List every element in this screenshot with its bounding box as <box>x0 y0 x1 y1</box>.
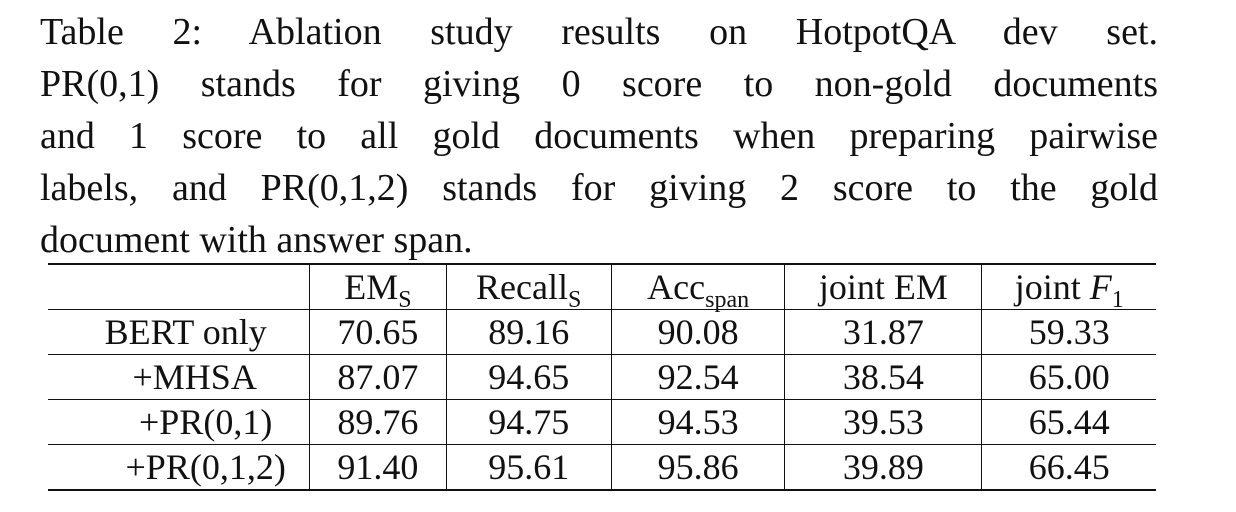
table-header-row <box>48 264 1156 310</box>
header-joint-f1 <box>982 264 1156 313</box>
ablation-results-table <box>48 263 1156 491</box>
table-cell: 94.75 <box>446 400 611 445</box>
table-cell: 31.87 <box>785 310 982 355</box>
caption-line: and 1 score to all gold documents when preparing pairwise <box>40 115 1158 157</box>
table-cell: 59.33 <box>1028 312 1110 352</box>
header-recalls <box>446 264 611 313</box>
header-sub: S <box>398 287 412 313</box>
table-row <box>48 400 1156 445</box>
table-cell: 89.76 <box>310 400 446 445</box>
table-cell: 91.40 <box>310 445 446 491</box>
header-sub: 1 <box>1111 287 1124 313</box>
header-text: EM <box>344 267 399 307</box>
table-row <box>48 355 1156 400</box>
table-cell: 89.16 <box>446 310 611 355</box>
table-row <box>48 445 1156 491</box>
table-row <box>48 310 1156 355</box>
table-cell: 94.53 <box>611 400 785 445</box>
header-ems <box>310 264 446 313</box>
table-cell: 94.65 <box>446 355 611 400</box>
table-cell: 38.54 <box>785 355 982 400</box>
header-text: Recall <box>476 267 568 307</box>
table-cell: 65.44 <box>1028 402 1110 442</box>
header-italic: F <box>1089 267 1112 307</box>
table-caption <box>40 6 1158 266</box>
table-cell: 95.61 <box>446 445 611 491</box>
caption-line: labels, and PR(0,1,2) stands for giving 2 score to the gold <box>40 167 1158 209</box>
table-cell: 66.45 <box>1028 447 1110 487</box>
table-cell: 39.53 <box>785 400 982 445</box>
table-cell: 65.00 <box>1028 357 1110 397</box>
caption-line: PR(0,1) stands for giving 0 score to non-gold documents <box>40 63 1158 105</box>
row-label: +PR(0,1,2) <box>48 445 310 491</box>
header-accspan <box>611 264 785 313</box>
header-sub: S <box>567 287 582 313</box>
header-text: joint EM <box>818 267 948 307</box>
header-joint-em <box>785 264 982 310</box>
table-cell: 39.89 <box>785 445 982 491</box>
caption-line: document with answer span. <box>40 219 473 261</box>
table-cell: 90.08 <box>611 310 785 355</box>
header-sub: span <box>705 287 750 313</box>
caption-line: Table 2: Ablation study results on HotpotQA dev set. <box>40 11 1158 53</box>
header-text: joint <box>1014 267 1090 307</box>
table-cell: 95.86 <box>611 445 785 491</box>
header-empty <box>48 264 310 310</box>
table-cell: 70.65 <box>310 310 446 355</box>
row-label: +MHSA <box>48 355 310 400</box>
table-cell: 87.07 <box>310 355 446 400</box>
header-text: Acc <box>647 267 706 307</box>
row-label: BERT only <box>48 310 310 355</box>
table-cell: 92.54 <box>611 355 785 400</box>
row-label: +PR(0,1) <box>48 400 310 445</box>
